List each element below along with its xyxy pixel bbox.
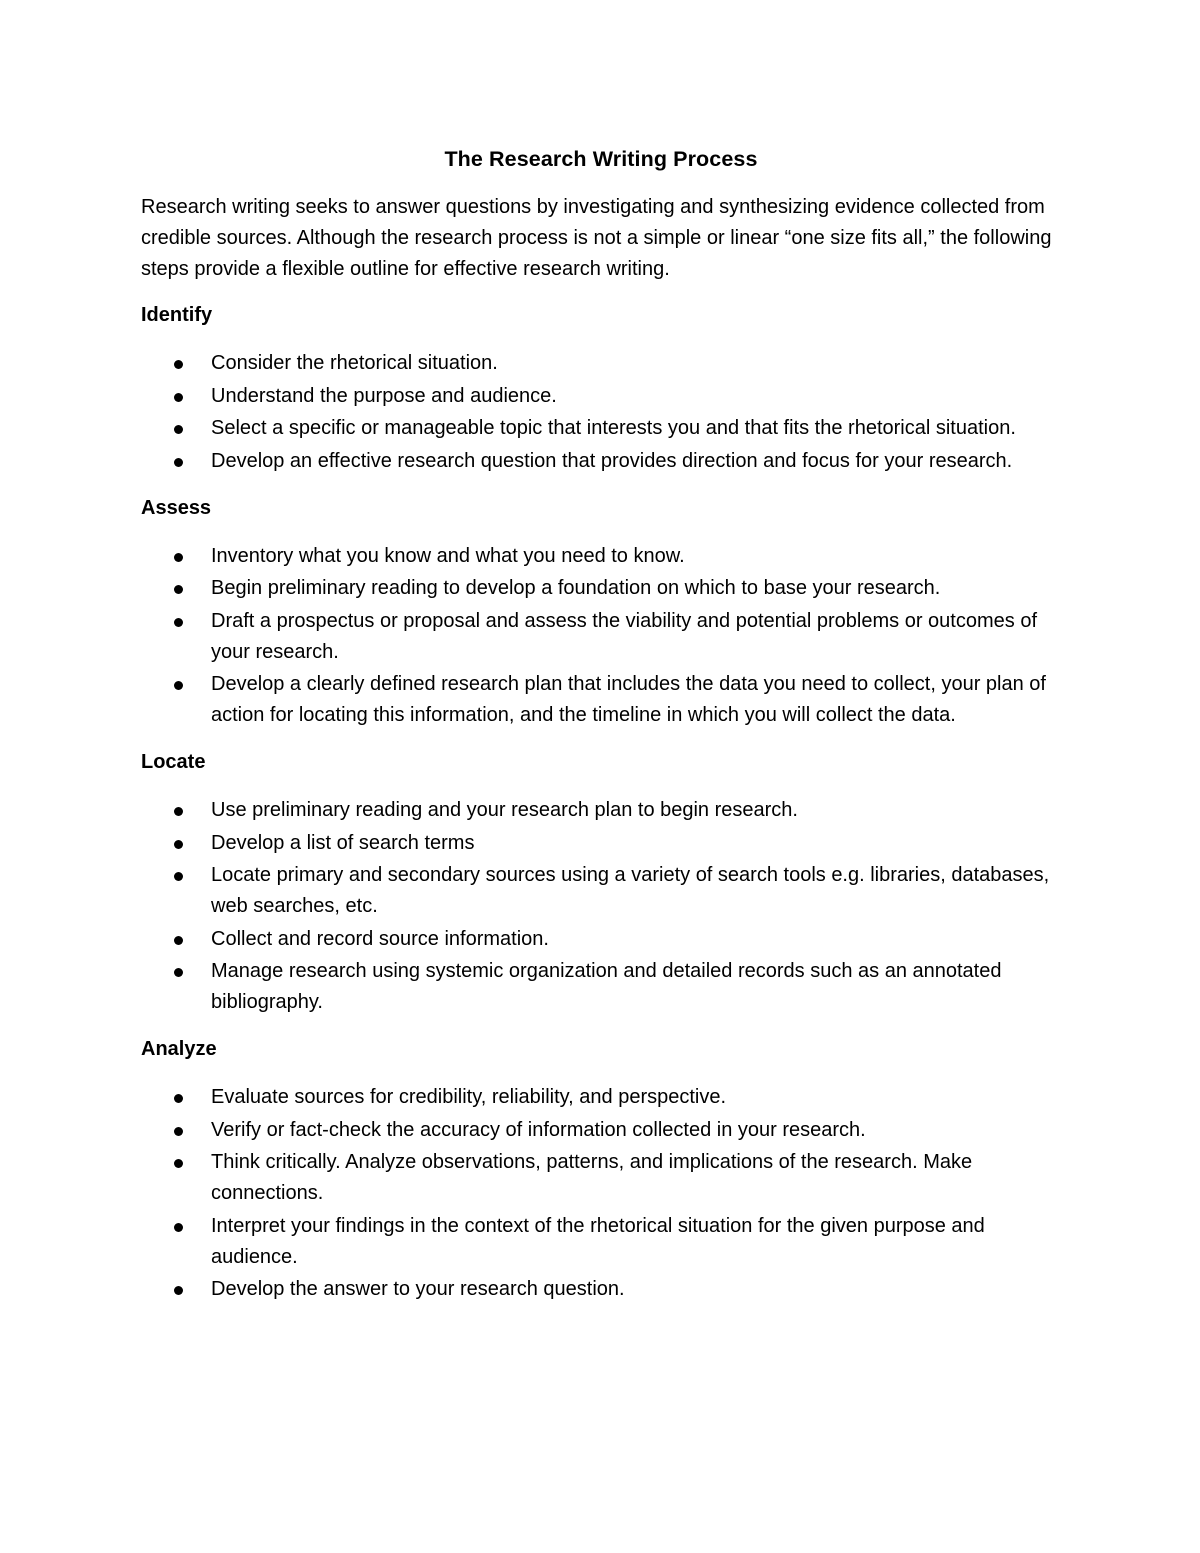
- bullet-icon: [174, 618, 183, 627]
- list-item: [141, 956, 1061, 1018]
- list-item: [141, 541, 1061, 572]
- list-item: [141, 348, 1061, 379]
- document-body: [141, 142, 1061, 1321]
- bullet-icon: [174, 1286, 183, 1295]
- list-item-text: Consider the rhetorical situation.: [211, 352, 498, 374]
- bullet-icon: [174, 1094, 183, 1103]
- list-item-text: Select a specific or manageable topic that interests you and that fits the rhetorical situation.: [211, 417, 1016, 439]
- list-item-text: Develop the answer to your research question.: [211, 1278, 625, 1300]
- bullet-icon: [174, 393, 183, 402]
- section-locate: [141, 747, 1061, 1018]
- bullet-icon: [174, 360, 183, 369]
- list-item: [141, 1211, 1061, 1273]
- list-item: [141, 924, 1061, 955]
- section-heading: Locate: [141, 751, 206, 773]
- list-item-text: Understand the purpose and audience.: [211, 384, 557, 407]
- bullet-icon: [174, 585, 183, 594]
- list-item-text: Begin preliminary reading to develop a foundation on which to base your research.: [211, 577, 941, 599]
- bullet-icon: [174, 872, 183, 881]
- list-item: [141, 1274, 1061, 1305]
- bullet-icon: [174, 1223, 183, 1232]
- list-item-text: Think critically. Analyze observations, patterns, and implications of the research. Make connections.: [211, 1151, 973, 1204]
- bullet-icon: [174, 807, 183, 816]
- bullet-icon: [174, 936, 183, 945]
- list-item: [141, 669, 1061, 731]
- list-item: [141, 795, 1061, 826]
- list-item-text: Develop a list of search terms: [211, 831, 475, 854]
- list-item-text: Interpret your findings in the context of the rhetorical situation for the given purpose and audience.: [211, 1214, 985, 1268]
- section-heading: Assess: [141, 496, 212, 519]
- section-heading: Identify: [141, 304, 213, 326]
- list-item: [141, 1115, 1061, 1146]
- list-item: [141, 1082, 1061, 1113]
- list-item: [141, 573, 1061, 604]
- bullet-icon: [174, 840, 183, 849]
- list-item-text: Draft a prospectus or proposal and assess the viability and potential problems or outcomes of your research.: [211, 609, 1037, 663]
- list-item-text: Develop a clearly defined research plan that includes the data you need to collect, your plan of action for locating this information, and the timeline in which you will collect the data.: [211, 673, 1046, 726]
- bullet-list: [141, 348, 1061, 477]
- list-item: [141, 860, 1061, 922]
- page-title: The Research Writing Process: [444, 147, 758, 171]
- list-item: [141, 1147, 1061, 1209]
- bullet-list: [141, 1082, 1061, 1305]
- list-item-text: Manage research using systemic organization and detailed records such as an annotated bibliography.: [211, 960, 1002, 1013]
- list-item-text: Collect and record source information.: [211, 927, 549, 950]
- bullet-icon: [174, 968, 183, 977]
- list-item-text: Develop an effective research question that provides direction and focus for your research.: [211, 449, 1013, 472]
- bullet-icon: [174, 425, 183, 434]
- list-item-text: Use preliminary reading and your research plan to begin research.: [211, 799, 798, 821]
- list-item: [141, 413, 1061, 444]
- bullet-icon: [174, 681, 183, 690]
- bullet-list: [141, 541, 1061, 732]
- section-analyze: [141, 1034, 1061, 1305]
- bullet-list: [141, 795, 1061, 1018]
- list-item: [141, 828, 1061, 859]
- bullet-icon: [174, 458, 183, 467]
- list-item: [141, 606, 1061, 668]
- bullet-icon: [174, 1159, 183, 1168]
- list-item-text: Inventory what you know and what you need to know.: [211, 544, 685, 567]
- list-item-text: Evaluate sources for credibility, reliability, and perspective.: [211, 1086, 727, 1108]
- bullet-icon: [174, 553, 183, 562]
- bullet-icon: [174, 1127, 183, 1136]
- section-identify: [141, 300, 1061, 477]
- intro-paragraph: Research writing seeks to answer questions by investigating and synthesizing evidence collected from credible sources. Although the research process is not a simple or linear “one size fits all,” the following steps provide a flexible outline for effective research writing.: [141, 196, 1052, 280]
- section-heading: Analyze: [141, 1038, 217, 1060]
- section-assess: [141, 493, 1061, 732]
- list-item: [141, 446, 1061, 477]
- list-item-text: Verify or fact-check the accuracy of information collected in your research.: [211, 1118, 866, 1141]
- list-item-text: Locate primary and secondary sources using a variety of search tools e.g. libraries, databases, web searches, etc.: [211, 864, 1050, 917]
- list-item: [141, 381, 1061, 412]
